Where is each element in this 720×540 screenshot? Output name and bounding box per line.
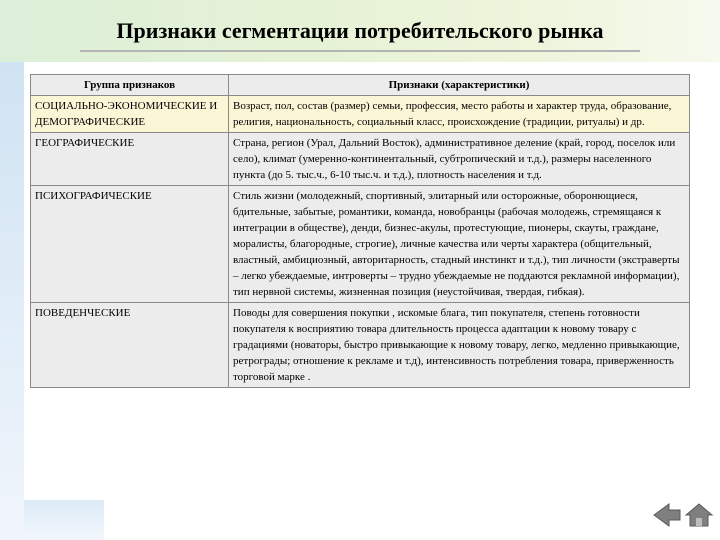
table-row	[31, 303, 690, 388]
row-group-geo: ГЕОГРАФИЧЕСКИЕ	[31, 133, 229, 186]
table-header-row	[31, 75, 690, 96]
row-features-geo: Страна, регион (Урал, Дальний Восток), административное деление (край, город, поселок или село), климат (умеренно-континентальный, субтропический и т.д.), размеры населенного пункта (до 5. тыс.ч., 6-10 тыс.ч. и т.д.), плотность населения и т.д.	[229, 133, 690, 186]
row-features-socio: Возраст, пол, состав (размер) семьи, профессия, место работы и характер труда, образование, религия, национальность, социальный класс, происхождение (традиции, ритуалы) и др.	[229, 96, 690, 133]
column-header-group: Группа признаков	[31, 75, 229, 96]
table-row	[31, 186, 690, 303]
row-group-socio: СОЦИАЛЬНО-ЭКОНОМИЧЕСКИЕ И ДЕМОГРАФИЧЕСКИЕ	[31, 96, 229, 133]
decorative-block	[24, 500, 104, 540]
home-icon	[684, 502, 714, 528]
table-row	[31, 133, 690, 186]
home-button[interactable]	[684, 502, 714, 528]
table-row	[31, 96, 690, 133]
row-group-behavior: ПОВЕДЕНЧЕСКИЕ	[31, 303, 229, 388]
arrow-left-icon	[652, 502, 682, 528]
segmentation-table	[30, 74, 690, 388]
row-group-psycho: ПСИХОГРАФИЧЕСКИЕ	[31, 186, 229, 303]
row-features-psycho: Стиль жизни (молодежный, спортивный, элитарный или осторожные, оборонющиеся, бдительные, забытые, романтики, команда, новобранцы (рабочая молодежь, стремящаяся к интеграции в обществе), денди, бизнес-акулы, протестующие, пионеры, скауты, граждане, моралисты, благородные, строгие), личные качества или черты характера (общительный, властный, амбициозный, авторитарность, стадный инстинкт и т.д.), тип личности (экстраверты – легко убеждаемые, интроверты – трудно убеждаемые не поддаются рекламной информации), тип нервной системы, жизненная позиция (неустойчивая, твердая, гибкая).	[229, 186, 690, 303]
decorative-stripe	[0, 62, 24, 540]
slide-title: Признаки сегментации потребительского рынка	[116, 18, 604, 43]
title-divider	[80, 50, 640, 52]
row-features-behavior: Поводы для совершения покупки , искомые блага, тип покупателя, степень готовности покупателя к восприятию товара длительность процесса адаптации к новому товару с градациями (новаторы, быстро привыкающие к новому товару, легко, медленно привыкающие, ретрограды; отношение к рекламе и т.д), интенсивность потребления товара, приверженность торговой марке .	[229, 303, 690, 388]
column-header-features: Признаки (характеристики)	[229, 75, 690, 96]
back-button[interactable]	[652, 502, 682, 528]
